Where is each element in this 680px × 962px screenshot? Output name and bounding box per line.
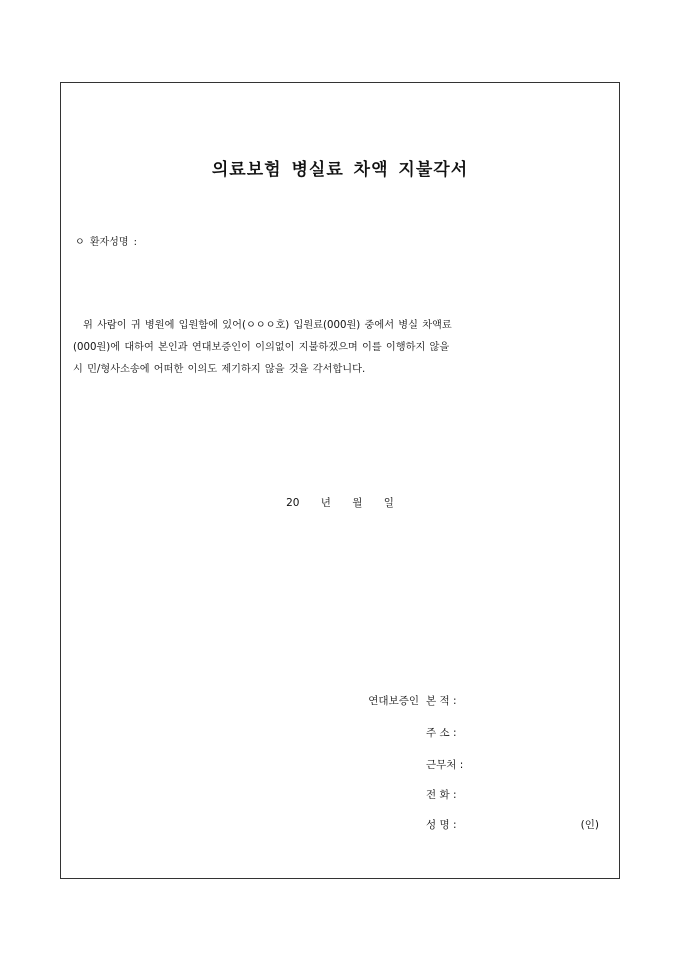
guarantor-label: 연대보증인 [368,695,419,707]
seal-mark: (인) [580,819,599,831]
address-label: 주 소 : [426,727,457,739]
workplace-label: 근무처 : [426,759,464,771]
signature-row-phone [301,787,601,801]
document-frame [60,82,620,879]
agreement-line-3: 시 민/형사소송에 어떠한 이의도 제기하지 않을 것을 각서합니다. [73,364,366,375]
phone-label: 전 화 : [426,789,457,801]
signature-row-name [301,817,601,831]
agreement-body [73,315,613,381]
signature-row-address [301,725,601,739]
domicile-label: 본 적 : [426,695,457,707]
date-line: 20 년 월 일 [286,497,394,509]
signature-row-workplace [301,757,601,771]
agreement-line-1: 위 사람이 귀 병원에 입원함에 있어(ㅇㅇㅇ호) 입원료(000원) 중에서 병실 차액료 [83,320,452,331]
patient-name-line: ㅇ 환자성명 : [75,237,138,248]
document-title: 의료보험 병실료 차액 지불각서 [211,160,469,180]
signature-row-domicile [301,693,601,707]
agreement-line-2: (000원)에 대하여 본인과 연대보증인이 이의없이 지불하겠으며 이를 이행하지 않을 [73,342,450,353]
name-label: 성 명 : [426,819,457,831]
